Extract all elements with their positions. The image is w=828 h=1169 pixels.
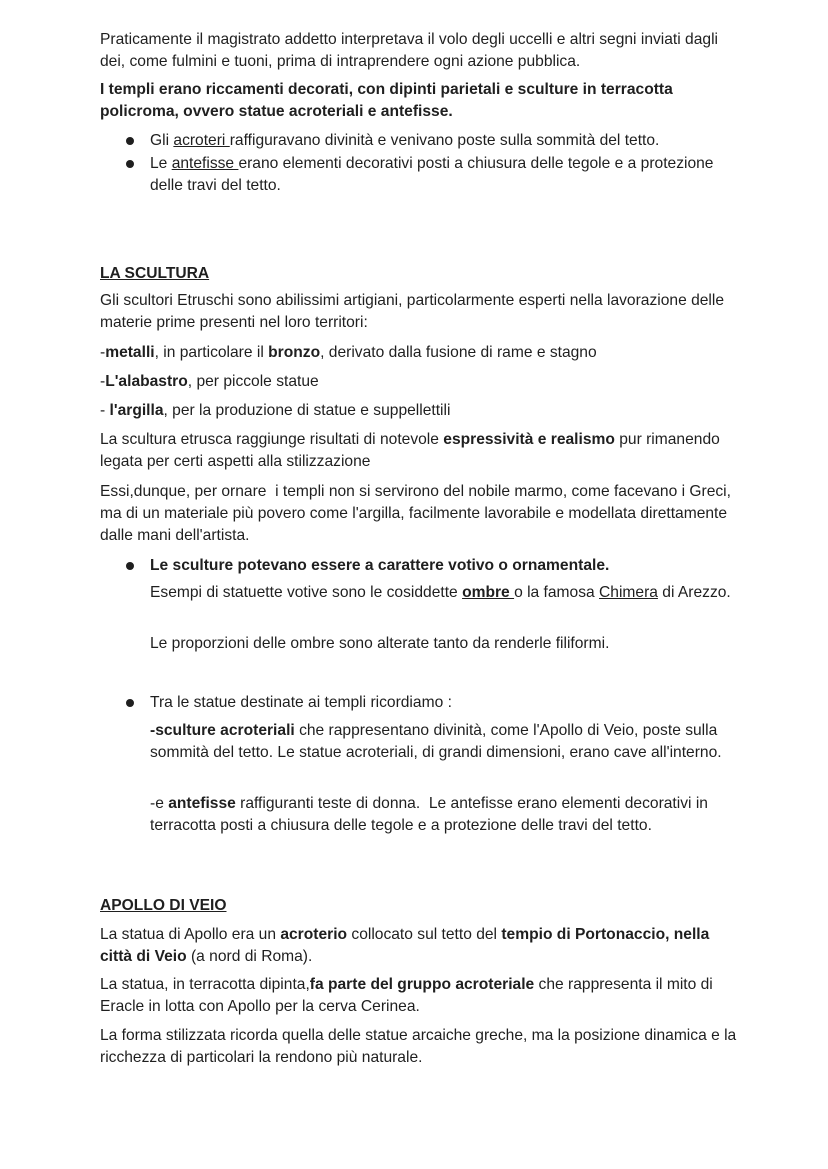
text-span: collocato sul tetto del — [347, 926, 502, 943]
text-span: o la famosa — [514, 584, 600, 601]
metalli-line — [100, 342, 740, 364]
text-span: che rappresentano divinità, come l'Apollo di Veio, poste sulla sommità del tetto. Le statue acroteriali, di grandi dimensioni, erano cave all'interno. — [150, 722, 722, 761]
text-span: La statua, in terracotta dipinta, — [100, 976, 310, 993]
text-span: Le proporzioni delle ombre sono alterate tanto da renderle filiformi. — [150, 635, 610, 652]
antefisse-link[interactable]: antefisse — [171, 155, 239, 172]
text-span: - — [100, 344, 106, 361]
text-span: raffiguravano divinità e venivano poste sulla sommità del tetto. — [229, 132, 660, 149]
templi-bullet — [150, 692, 740, 714]
chimera-link[interactable]: Chimera — [599, 584, 658, 601]
text-span: fa parte del gruppo acroteriale — [309, 976, 535, 993]
text-span: L'alabastro — [105, 373, 188, 390]
ombre-link[interactable]: ombre — [462, 584, 515, 601]
text-span: espressività e realismo — [443, 431, 615, 448]
text-span: - — [100, 402, 110, 419]
votivo-bullet — [150, 555, 740, 577]
apollo-paragraph-1 — [100, 924, 740, 968]
text-span: Esempi di statuette votive sono le cosiddette — [150, 584, 463, 601]
antefisse-paragraph — [150, 793, 740, 837]
section-heading-apollo: APOLLO DI VEIO — [100, 897, 227, 914]
apollo-paragraph-2 — [100, 974, 740, 1018]
text-span: - — [100, 373, 106, 390]
acroteriali-paragraph — [150, 720, 740, 764]
text-span: raffiguranti teste di donna. Le antefisse erano elementi decorativi in terracotta posti a chiusura delle tegole e a protezione delle travi del tetto. — [150, 795, 713, 834]
bullet-dot — [126, 160, 134, 168]
text-span: , per piccole statue — [187, 373, 319, 390]
text-span: , in particolare il — [154, 344, 269, 361]
text-span: Tra le statue destinate ai templi ricordiamo : — [150, 694, 452, 711]
text-span: metalli — [105, 344, 155, 361]
text-span: -sculture acroteriali — [150, 722, 295, 739]
text-span: Le — [150, 155, 172, 172]
intro-paragraph — [100, 29, 740, 73]
acroteri-bullet — [150, 130, 740, 152]
text-span: , derivato dalla fusione di rame e stagno — [320, 344, 597, 361]
text-span: pur rimanendo legata per certi aspetti alla stilizzazione — [100, 431, 720, 470]
text-span: Gli scultori Etruschi sono abilissimi artigiani, particolarmente esperti nella lavorazione delle materie prime presenti nel loro territori: — [100, 292, 725, 331]
text-span: acroterio — [280, 926, 348, 943]
text-span: -e — [150, 795, 169, 812]
alabastro-line — [100, 371, 740, 393]
text-span: (a nord di Roma). — [186, 948, 313, 965]
text-span: che rappresenta il mito di Eracle in lotta con Apollo per la cerva Cerinea. — [100, 976, 713, 1015]
text-span: Le sculture potevano essere a carattere votivo o ornamentale. — [150, 557, 610, 574]
text-span: erano elementi decorativi posti a chiusura delle tegole e a protezione delle travi del tetto. — [150, 155, 714, 194]
text-span: tempio di Portonaccio, nella città di Veio — [100, 926, 710, 965]
bullet-dot — [126, 137, 134, 145]
text-span: La forma stilizzata ricorda quella delle statue arcaiche greche, ma la posizione dinamica e la ricchezza di particolari la rendono più naturale. — [100, 1027, 737, 1066]
text-span: , per la produzione di statue e suppellettili — [163, 402, 451, 419]
temples-text: I templi erano riccamenti decorati, con dipinti parietali e sculture in terracotta policroma, ovvero statue acroteriali e antefisse. — [100, 81, 673, 120]
text-span: di Arezzo. — [657, 584, 731, 601]
scultori-paragraph — [100, 290, 740, 334]
temples-paragraph — [100, 79, 740, 123]
acroteri-link[interactable]: acroteri — [173, 132, 230, 149]
text-span: Essi,dunque, per ornare i templi non si servirono del nobile marmo, come facevano i Greci, ma di un materiale più povero come l'argilla, facilmente lavorabile e modellata direttamente dalle mani dell'artista. — [100, 483, 736, 544]
text-span: La statua di Apollo era un — [100, 926, 281, 943]
bullet-dot — [126, 562, 134, 570]
proporzioni-paragraph — [150, 633, 740, 655]
esempi-paragraph — [150, 582, 740, 604]
antefisse-bullet — [150, 153, 740, 197]
marmo-paragraph — [100, 481, 740, 547]
intro-text: Praticamente il magistrato addetto interpretava il volo degli uccelli e altri segni inviati dagli dei, come fulmini e tuoni, prima di intraprendere ogni azione pubblica. — [100, 31, 719, 70]
espressivita-paragraph — [100, 429, 740, 473]
text-span: l'argilla — [109, 402, 164, 419]
section-heading-scultura: LA SCULTURA — [100, 265, 210, 282]
text-span: bronzo — [268, 344, 321, 361]
text-span: antefisse — [168, 795, 236, 812]
text-span: La scultura etrusca raggiunge risultati di notevole — [100, 431, 444, 448]
apollo-paragraph-3 — [100, 1025, 740, 1069]
text-span: Gli — [150, 132, 174, 149]
argilla-line — [100, 400, 740, 422]
bullet-dot — [126, 699, 134, 707]
